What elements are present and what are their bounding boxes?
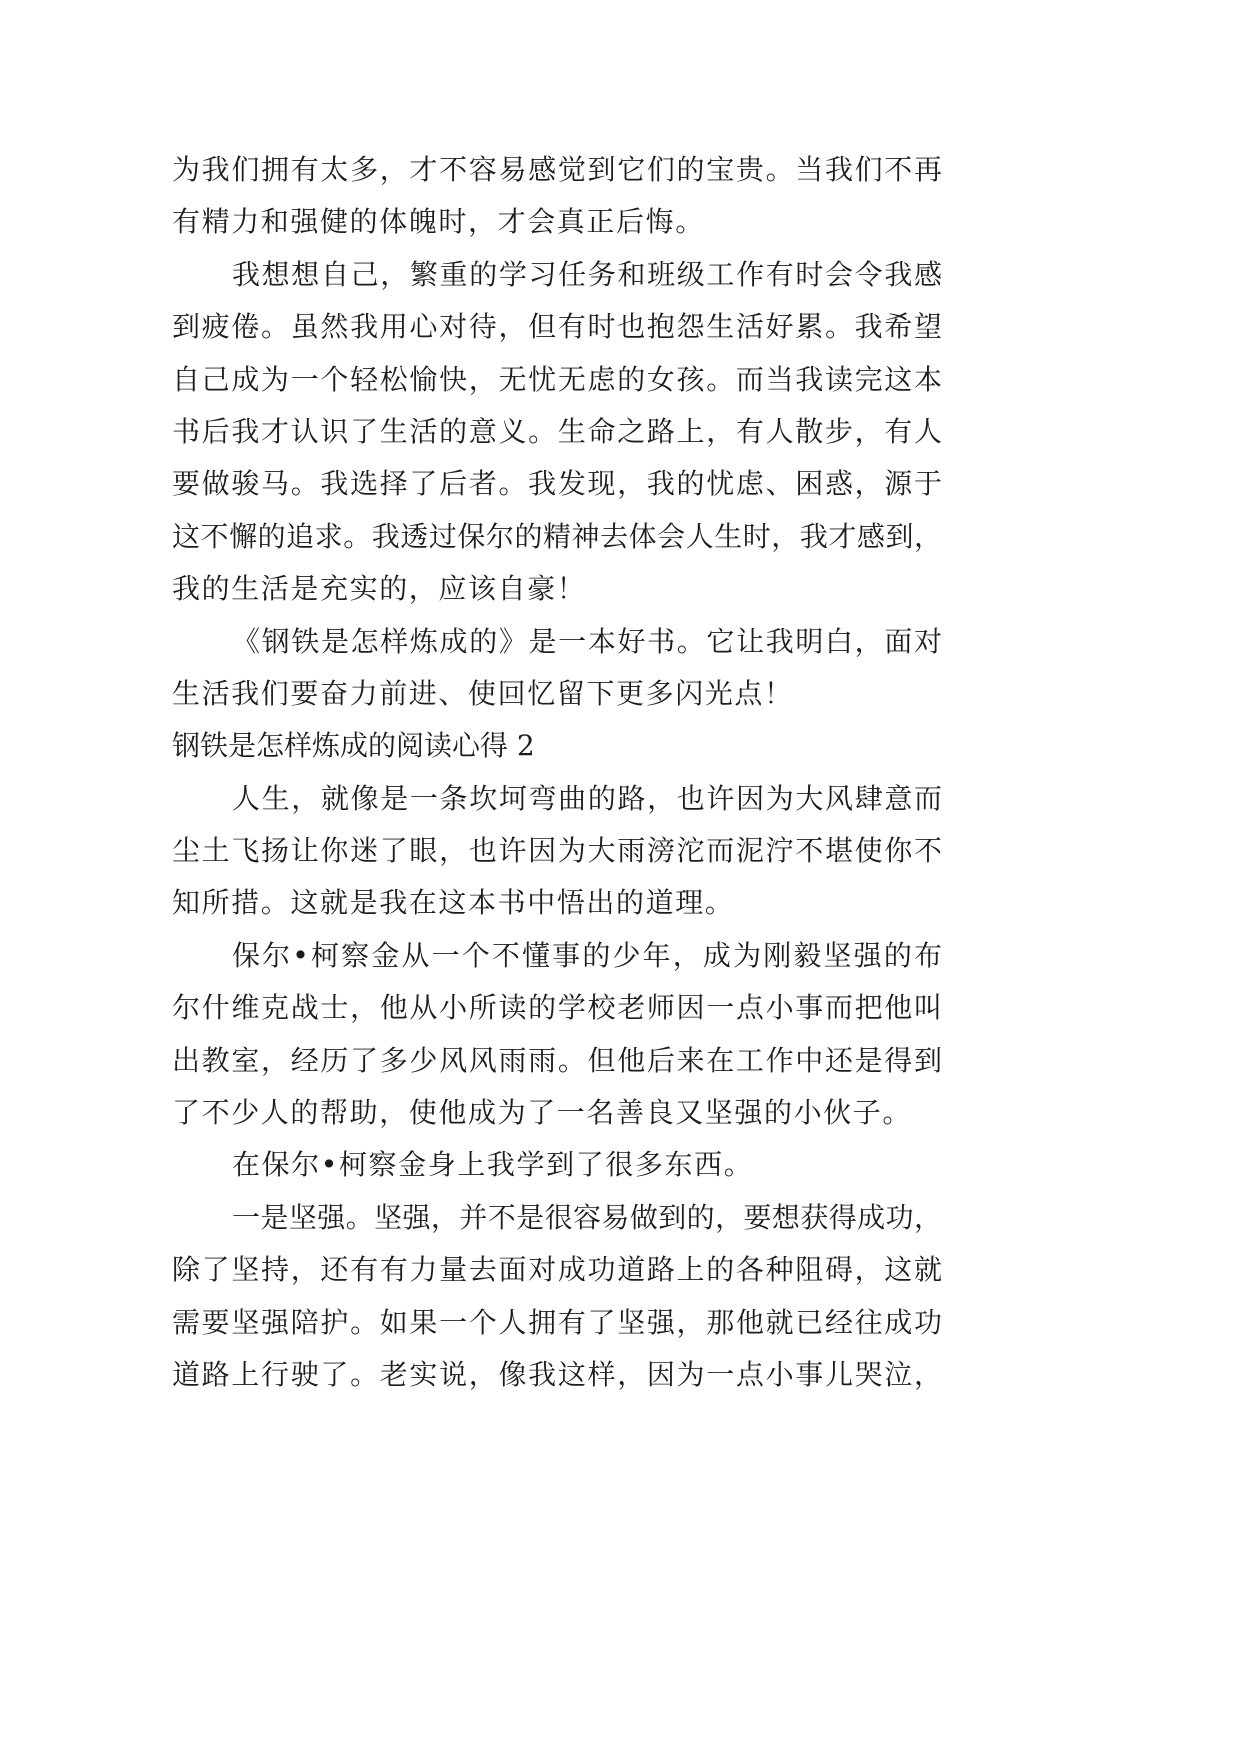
- text-line: 一是坚强。坚强，并不是很容易做到的，要想获得成功，: [232, 1200, 942, 1234]
- text-line: 为我们拥有太多，才不容易感觉到它们的宝贵。当我们不再: [172, 153, 942, 186]
- text-line: 到疲倦。虽然我用心对待，但有时也抱怨生活好累。我希望: [172, 310, 942, 344]
- text-line: 在保尔•柯察金身上我学到了很多东西。: [232, 1148, 754, 1182]
- paragraph: [172, 773, 942, 930]
- text-line: 要做骏马。我选择了后者。我发现，我的忧虑、困惑，源于: [172, 467, 942, 501]
- text-line: 除了坚持，还有有力量去面对成功道路上的各种阻碍，这就: [172, 1253, 942, 1287]
- text-line: 尔什维克战士，他从小所读的学校老师因一点小事而把他叫: [172, 991, 942, 1025]
- text-line: 尘土飞扬让你迷了眼，也许因为大雨滂沱而泥泞不堪使你不: [172, 834, 942, 868]
- text-line: 道路上行驶了。老实说，像我这样，因为一点小事儿哭泣，: [172, 1357, 942, 1391]
- text-line: 出教室，经历了多少风风雨雨。但他后来在工作中还是得到: [172, 1043, 942, 1077]
- text-line: 这不懈的追求。我透过保尔的精神去体会人生时，我才感到，: [172, 519, 942, 553]
- text-line: 我想想自己，繁重的学习任务和班级工作有时会令我感: [232, 257, 942, 291]
- text-line: 需要坚强陪护。如果一个人拥有了坚强，那他就已经往成功: [172, 1305, 942, 1339]
- section-heading: 钢铁是怎样炼成的阅读心得 2: [172, 729, 535, 763]
- text-line: 书后我才认识了生活的意义。生命之路上，有人散步，有人: [172, 414, 942, 448]
- text-line: 有精力和强健的体魄时，才会真正后悔。: [172, 205, 705, 239]
- paragraph: [172, 1139, 942, 1191]
- paragraph: [172, 616, 942, 721]
- text-line: 了不少人的帮助，使他成为了一名善良又坚强的小伙子。: [172, 1096, 913, 1130]
- text-line: 保尔•柯察金从一个不懂事的少年，成为刚毅坚强的布: [232, 938, 942, 972]
- paragraph: [172, 249, 942, 616]
- text-line: 我的生活是充实的，应该自豪！: [172, 572, 587, 606]
- paragraph: [172, 930, 942, 1140]
- paragraph: [172, 144, 942, 249]
- text-line: 知所措。这就是我在这本书中悟出的道理。: [172, 886, 735, 920]
- text-line: 人生，就像是一条坎坷弯曲的路，也许因为大风肆意而: [232, 781, 942, 815]
- text-line: 《钢铁是怎样炼成的》是一本好书。它让我明白，面对: [232, 624, 942, 658]
- text-line: 自己成为一个轻松愉快，无忧无虑的女孩。而当我读完这本: [172, 362, 942, 396]
- text-line: 生活我们要奋力前进、使回忆留下更多闪光点！: [172, 676, 794, 710]
- document-body: [172, 144, 942, 1401]
- paragraph: [172, 1192, 942, 1402]
